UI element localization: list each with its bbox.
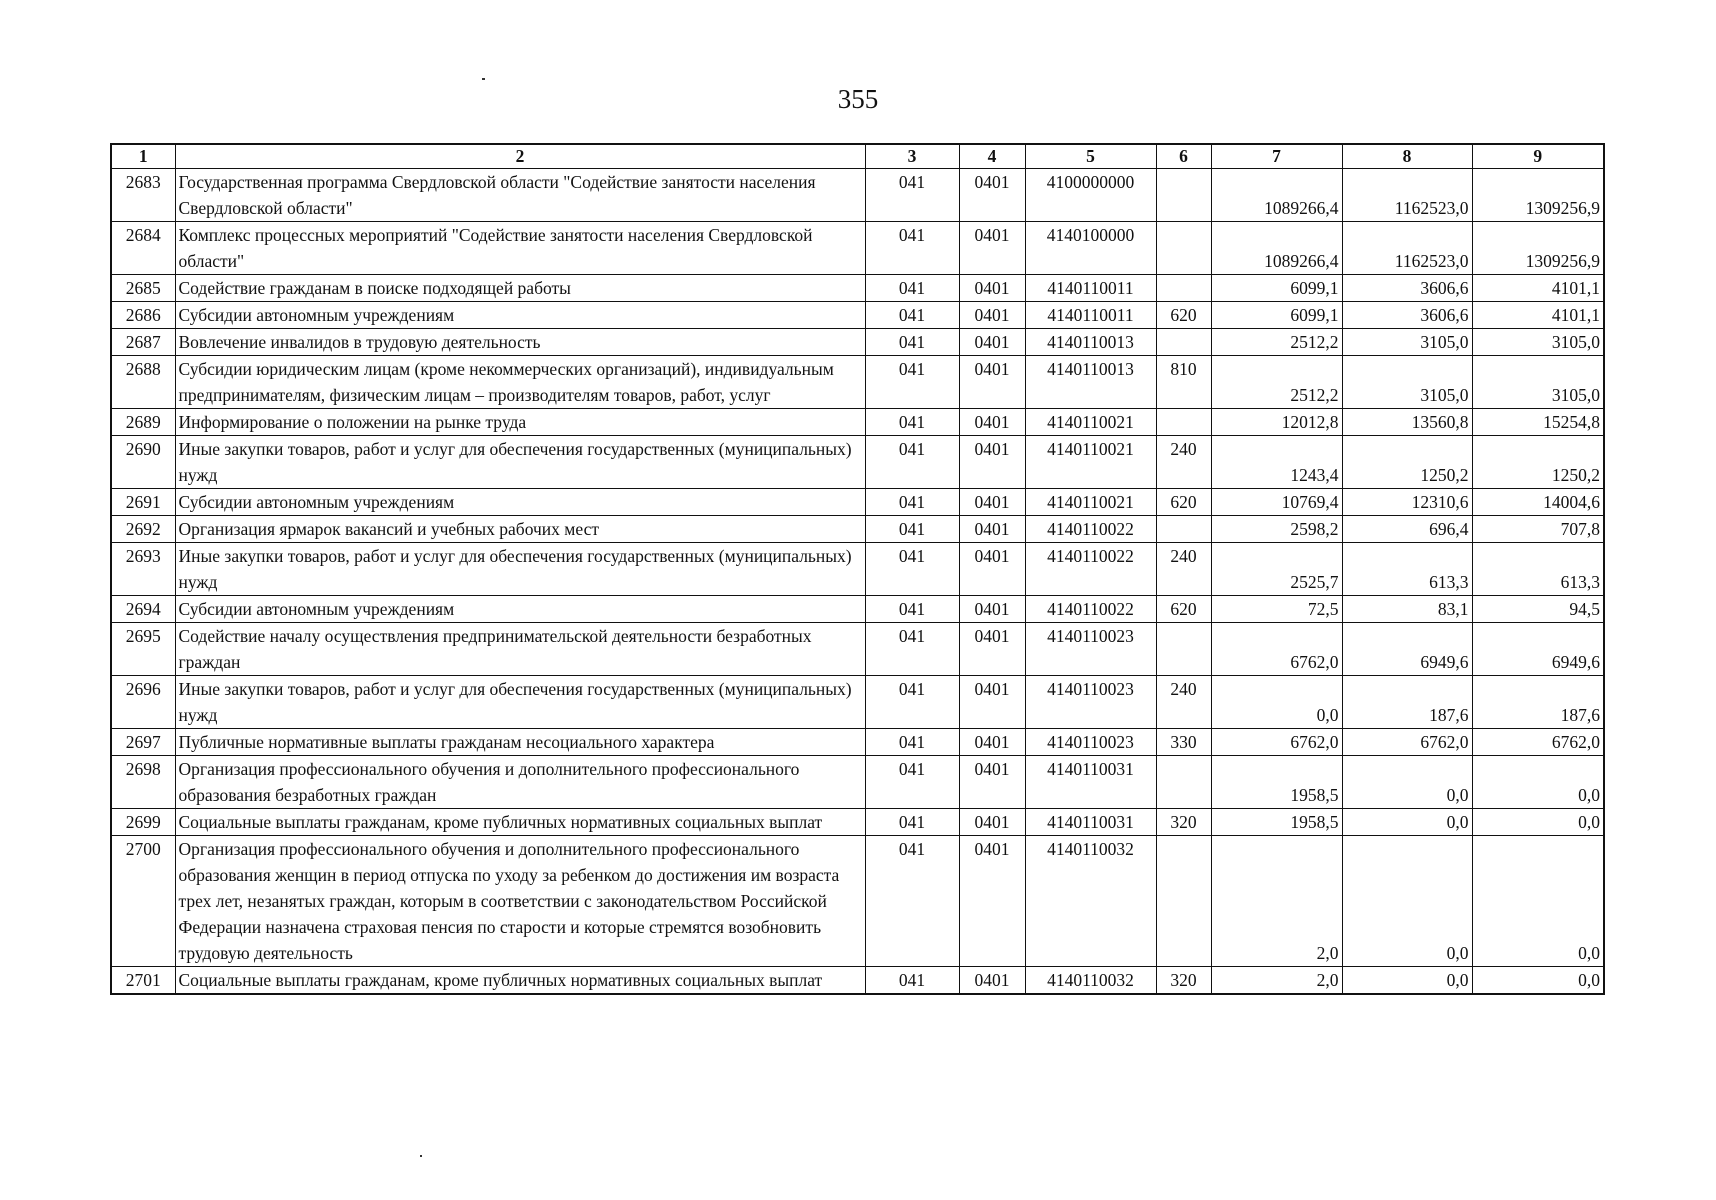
- row-number: 2698: [111, 756, 175, 809]
- table-row: [111, 329, 1604, 356]
- table-row: [111, 275, 1604, 302]
- ministry-code: 041: [865, 275, 959, 302]
- section-code: 0401: [959, 543, 1025, 596]
- section-code: 0401: [959, 489, 1025, 516]
- target-article-code: 4140110023: [1025, 729, 1156, 756]
- amount-col8: 1250,2: [1342, 436, 1472, 489]
- ministry-code: 041: [865, 543, 959, 596]
- target-article-code: 4140110031: [1025, 756, 1156, 809]
- table-row: [111, 169, 1604, 222]
- target-article-code: 4140110021: [1025, 436, 1156, 489]
- expense-type-code: 330: [1156, 729, 1211, 756]
- ministry-code: 041: [865, 436, 959, 489]
- expense-type-code: [1156, 516, 1211, 543]
- amount-col8: 12310,6: [1342, 489, 1472, 516]
- table-row: [111, 836, 1604, 967]
- item-name: Субсидии юридическим лицам (кроме некоммерческих организаций), индивидуальным предпринимателям, физическим лицам – производителям товаров, работ, услуг: [175, 356, 865, 409]
- amount-col9: 613,3: [1472, 543, 1604, 596]
- target-article-code: 4140110021: [1025, 489, 1156, 516]
- header-cell: 7: [1211, 144, 1342, 169]
- amount-col9: 1309256,9: [1472, 222, 1604, 275]
- row-number: 2689: [111, 409, 175, 436]
- section-code: 0401: [959, 436, 1025, 489]
- amount-col7: 1089266,4: [1211, 169, 1342, 222]
- amount-col8: 696,4: [1342, 516, 1472, 543]
- header-cell: 8: [1342, 144, 1472, 169]
- table-row: [111, 356, 1604, 409]
- amount-col8: 1162523,0: [1342, 169, 1472, 222]
- amount-col8: 0,0: [1342, 809, 1472, 836]
- amount-col8: 3105,0: [1342, 329, 1472, 356]
- section-code: 0401: [959, 356, 1025, 409]
- amount-col9: 1309256,9: [1472, 169, 1604, 222]
- row-number: 2696: [111, 676, 175, 729]
- expense-type-code: [1156, 409, 1211, 436]
- table-row: [111, 756, 1604, 809]
- expense-type-code: [1156, 329, 1211, 356]
- table-row: [111, 967, 1604, 995]
- row-number: 2694: [111, 596, 175, 623]
- expense-type-code: [1156, 222, 1211, 275]
- table-row: [111, 222, 1604, 275]
- header-cell: 4: [959, 144, 1025, 169]
- amount-col8: 13560,8: [1342, 409, 1472, 436]
- ministry-code: 041: [865, 169, 959, 222]
- section-code: 0401: [959, 302, 1025, 329]
- item-name: Информирование о положении на рынке труда: [175, 409, 865, 436]
- section-code: 0401: [959, 329, 1025, 356]
- section-code: 0401: [959, 676, 1025, 729]
- item-name: Социальные выплаты гражданам, кроме публичных нормативных социальных выплат: [175, 967, 865, 995]
- budget-table: [110, 143, 1605, 995]
- amount-col9: 14004,6: [1472, 489, 1604, 516]
- item-name: Организация ярмарок вакансий и учебных рабочих мест: [175, 516, 865, 543]
- ministry-code: 041: [865, 676, 959, 729]
- item-name: Содействие гражданам в поиске подходящей работы: [175, 275, 865, 302]
- amount-col8: 83,1: [1342, 596, 1472, 623]
- header-cell: 1: [111, 144, 175, 169]
- amount-col8: 6949,6: [1342, 623, 1472, 676]
- target-article-code: 4140110021: [1025, 409, 1156, 436]
- amount-col9: 3105,0: [1472, 329, 1604, 356]
- row-number: 2695: [111, 623, 175, 676]
- amount-col9: 4101,1: [1472, 302, 1604, 329]
- amount-col7: 2,0: [1211, 836, 1342, 967]
- section-code: 0401: [959, 623, 1025, 676]
- target-article-code: 4140110031: [1025, 809, 1156, 836]
- expense-type-code: 810: [1156, 356, 1211, 409]
- ministry-code: 041: [865, 809, 959, 836]
- amount-col9: 0,0: [1472, 809, 1604, 836]
- row-number: 2686: [111, 302, 175, 329]
- item-name: Субсидии автономным учреждениям: [175, 489, 865, 516]
- ministry-code: 041: [865, 409, 959, 436]
- ministry-code: 041: [865, 302, 959, 329]
- amount-col7: 2598,2: [1211, 516, 1342, 543]
- amount-col9: 4101,1: [1472, 275, 1604, 302]
- amount-col8: 3606,6: [1342, 302, 1472, 329]
- section-code: 0401: [959, 756, 1025, 809]
- amount-col8: 0,0: [1342, 967, 1472, 995]
- amount-col7: 1243,4: [1211, 436, 1342, 489]
- section-code: 0401: [959, 836, 1025, 967]
- target-article-code: 4140110022: [1025, 516, 1156, 543]
- row-number: 2684: [111, 222, 175, 275]
- expense-type-code: [1156, 169, 1211, 222]
- amount-col7: 1089266,4: [1211, 222, 1342, 275]
- amount-col7: 0,0: [1211, 676, 1342, 729]
- item-name: Социальные выплаты гражданам, кроме публичных нормативных социальных выплат: [175, 809, 865, 836]
- ministry-code: 041: [865, 729, 959, 756]
- ministry-code: 041: [865, 356, 959, 409]
- amount-col9: 6949,6: [1472, 623, 1604, 676]
- amount-col8: 613,3: [1342, 543, 1472, 596]
- table-row: [111, 409, 1604, 436]
- amount-col8: 3105,0: [1342, 356, 1472, 409]
- item-name: Содействие началу осуществления предпринимательской деятельности безработных граждан: [175, 623, 865, 676]
- target-article-code: 4140110013: [1025, 356, 1156, 409]
- expense-type-code: [1156, 623, 1211, 676]
- amount-col7: 2525,7: [1211, 543, 1342, 596]
- target-article-code: 4140110023: [1025, 623, 1156, 676]
- expense-type-code: [1156, 756, 1211, 809]
- header-cell: 2: [175, 144, 865, 169]
- target-article-code: 4140110011: [1025, 275, 1156, 302]
- amount-col9: 0,0: [1472, 756, 1604, 809]
- amount-col9: 0,0: [1472, 967, 1604, 995]
- ministry-code: 041: [865, 596, 959, 623]
- table-row: [111, 543, 1604, 596]
- header-cell: 3: [865, 144, 959, 169]
- target-article-code: 4140110032: [1025, 836, 1156, 967]
- target-article-code: 4140100000: [1025, 222, 1156, 275]
- row-number: 2687: [111, 329, 175, 356]
- amount-col9: 707,8: [1472, 516, 1604, 543]
- table-row: [111, 596, 1604, 623]
- amount-col7: 12012,8: [1211, 409, 1342, 436]
- target-article-code: 4140110032: [1025, 967, 1156, 995]
- scan-speck: [420, 1155, 422, 1157]
- amount-col8: 3606,6: [1342, 275, 1472, 302]
- row-number: 2692: [111, 516, 175, 543]
- item-name: Иные закупки товаров, работ и услуг для обеспечения государственных (муниципальных) нужд: [175, 676, 865, 729]
- amount-col9: 6762,0: [1472, 729, 1604, 756]
- row-number: 2693: [111, 543, 175, 596]
- section-code: 0401: [959, 409, 1025, 436]
- target-article-code: 4100000000: [1025, 169, 1156, 222]
- ministry-code: 041: [865, 623, 959, 676]
- expense-type-code: 620: [1156, 489, 1211, 516]
- header-row: [111, 144, 1604, 169]
- amount-col7: 6762,0: [1211, 729, 1342, 756]
- amount-col9: 3105,0: [1472, 356, 1604, 409]
- page-number: 355: [837, 84, 879, 114]
- amount-col9: 94,5: [1472, 596, 1604, 623]
- row-number: 2699: [111, 809, 175, 836]
- item-name: Публичные нормативные выплаты гражданам несоциального характера: [175, 729, 865, 756]
- item-name: Вовлечение инвалидов в трудовую деятельность: [175, 329, 865, 356]
- amount-col8: 6762,0: [1342, 729, 1472, 756]
- item-name: Комплекс процессных мероприятий "Содействие занятости населения Свердловской области": [175, 222, 865, 275]
- table-row: [111, 489, 1604, 516]
- row-number: 2691: [111, 489, 175, 516]
- section-code: 0401: [959, 967, 1025, 995]
- amount-col8: 0,0: [1342, 756, 1472, 809]
- amount-col9: 187,6: [1472, 676, 1604, 729]
- ministry-code: 041: [865, 489, 959, 516]
- row-number: 2683: [111, 169, 175, 222]
- ministry-code: 041: [865, 836, 959, 967]
- expense-type-code: 240: [1156, 543, 1211, 596]
- target-article-code: 4140110022: [1025, 596, 1156, 623]
- row-number: 2700: [111, 836, 175, 967]
- expense-type-code: 240: [1156, 436, 1211, 489]
- row-number: 2697: [111, 729, 175, 756]
- table-row: [111, 676, 1604, 729]
- section-code: 0401: [959, 516, 1025, 543]
- table-row: [111, 809, 1604, 836]
- item-name: Организация профессионального обучения и дополнительного профессионального образования безработных граждан: [175, 756, 865, 809]
- item-name: Субсидии автономным учреждениям: [175, 302, 865, 329]
- ministry-code: 041: [865, 756, 959, 809]
- amount-col7: 6099,1: [1211, 302, 1342, 329]
- expense-type-code: 620: [1156, 302, 1211, 329]
- table-row: [111, 302, 1604, 329]
- amount-col7: 1958,5: [1211, 756, 1342, 809]
- amount-col7: 6099,1: [1211, 275, 1342, 302]
- amount-col7: 72,5: [1211, 596, 1342, 623]
- header-cell: 6: [1156, 144, 1211, 169]
- header-cell: 9: [1472, 144, 1604, 169]
- expense-type-code: [1156, 275, 1211, 302]
- amount-col8: 187,6: [1342, 676, 1472, 729]
- table-body: [111, 169, 1604, 995]
- target-article-code: 4140110022: [1025, 543, 1156, 596]
- expense-type-code: 320: [1156, 967, 1211, 995]
- expense-type-code: 240: [1156, 676, 1211, 729]
- row-number: 2701: [111, 967, 175, 995]
- amount-col9: 1250,2: [1472, 436, 1604, 489]
- ministry-code: 041: [865, 516, 959, 543]
- ministry-code: 041: [865, 222, 959, 275]
- table-row: [111, 516, 1604, 543]
- row-number: 2685: [111, 275, 175, 302]
- ministry-code: 041: [865, 967, 959, 995]
- section-code: 0401: [959, 809, 1025, 836]
- section-code: 0401: [959, 275, 1025, 302]
- target-article-code: 4140110011: [1025, 302, 1156, 329]
- expense-type-code: 620: [1156, 596, 1211, 623]
- amount-col7: 2,0: [1211, 967, 1342, 995]
- table-row: [111, 729, 1604, 756]
- amount-col8: 0,0: [1342, 836, 1472, 967]
- item-name: Субсидии автономным учреждениям: [175, 596, 865, 623]
- expense-type-code: 320: [1156, 809, 1211, 836]
- section-code: 0401: [959, 169, 1025, 222]
- expense-type-code: [1156, 836, 1211, 967]
- row-number: 2688: [111, 356, 175, 409]
- target-article-code: 4140110013: [1025, 329, 1156, 356]
- amount-col7: 1958,5: [1211, 809, 1342, 836]
- section-code: 0401: [959, 222, 1025, 275]
- item-name: Иные закупки товаров, работ и услуг для обеспечения государственных (муниципальных) нужд: [175, 436, 865, 489]
- amount-col7: 10769,4: [1211, 489, 1342, 516]
- amount-col9: 15254,8: [1472, 409, 1604, 436]
- row-number: 2690: [111, 436, 175, 489]
- amount-col7: 2512,2: [1211, 329, 1342, 356]
- amount-col8: 1162523,0: [1342, 222, 1472, 275]
- section-code: 0401: [959, 596, 1025, 623]
- header-cell: 5: [1025, 144, 1156, 169]
- table-row: [111, 436, 1604, 489]
- amount-col7: 6762,0: [1211, 623, 1342, 676]
- section-code: 0401: [959, 729, 1025, 756]
- item-name: Организация профессионального обучения и дополнительного профессионального образования женщин в период отпуска по уходу за ребенком до достижения им возраста трех лет, незанятых граждан, которым в соответствии с законодательством Российской Федерации назначена страховая пенсия по старости и которые стремятся возобновить трудовую деятельность: [175, 836, 865, 967]
- ministry-code: 041: [865, 329, 959, 356]
- item-name: Иные закупки товаров, работ и услуг для обеспечения государственных (муниципальных) нужд: [175, 543, 865, 596]
- table-row: [111, 623, 1604, 676]
- amount-col7: 2512,2: [1211, 356, 1342, 409]
- scan-speck: [482, 78, 485, 80]
- amount-col9: 0,0: [1472, 836, 1604, 967]
- target-article-code: 4140110023: [1025, 676, 1156, 729]
- item-name: Государственная программа Свердловской области "Содействие занятости населения Свердловской области": [175, 169, 865, 222]
